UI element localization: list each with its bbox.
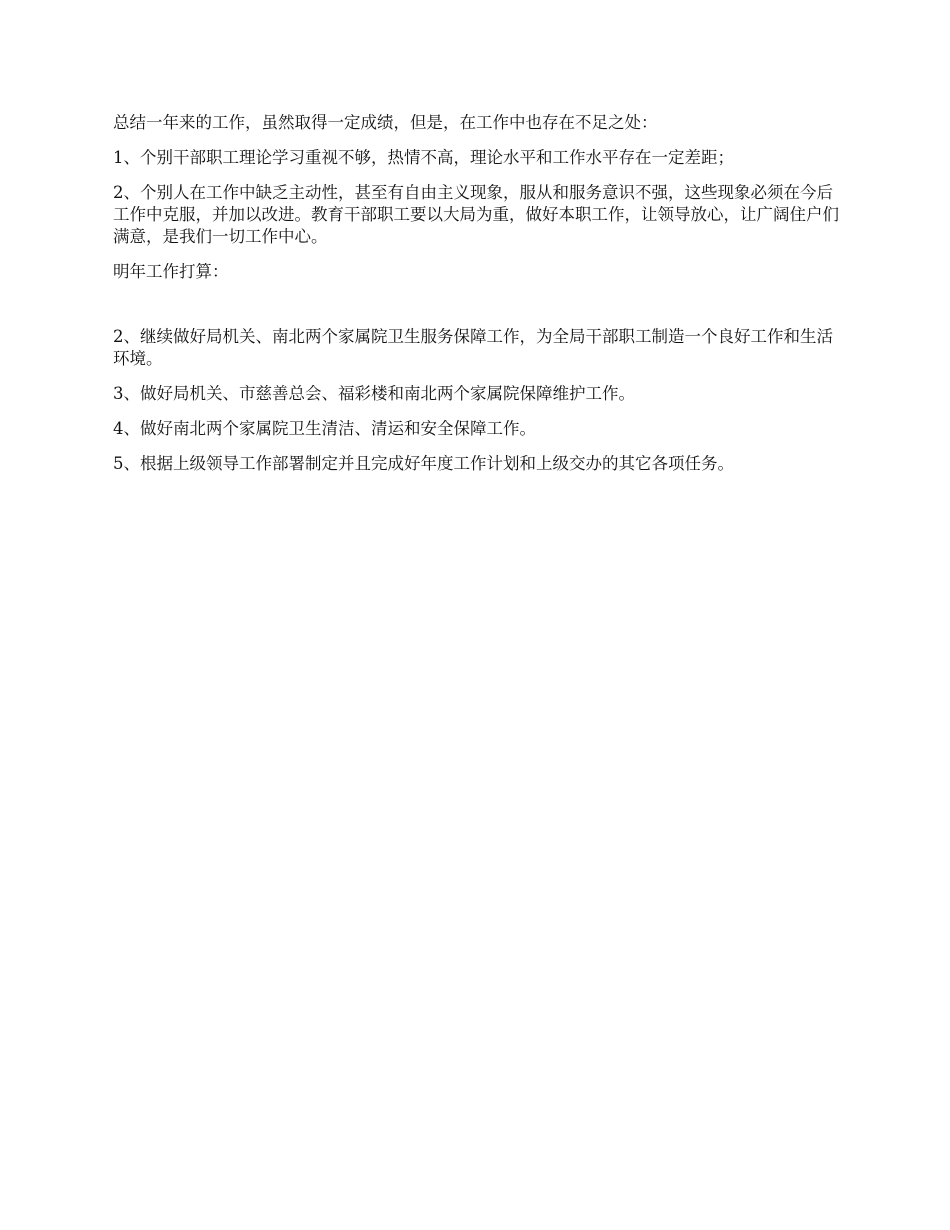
intro-paragraph: 总结一年来的工作，虽然取得一定成绩，但是，在工作中也存在不足之处：	[113, 113, 658, 132]
plan-item-2: 2、继续做好局机关、南北两个家属院卫生服务保障工作，为全局干部职工制造一个良好工作和生活环境。	[113, 327, 833, 368]
plan-item-5: 5、根据上级领导工作部署制定并且完成好年度工作计划和上级交办的其它各项任务。	[113, 454, 734, 473]
document-body	[113, 112, 841, 488]
plan-item-3: 3、做好局机关、市慈善总会、福彩楼和南北两个家属院保障维护工作。	[113, 384, 635, 403]
blank-gap	[113, 296, 841, 326]
problem-item-1: 1、个别干部职工理论学习重视不够，热情不高，理论水平和工作水平存在一定差距；	[113, 148, 734, 167]
plan-heading: 明年工作打算：	[113, 262, 229, 281]
plan-item-4: 4、做好南北两个家属院卫生清洁、清运和安全保障工作。	[113, 419, 536, 438]
problem-item-2: 2、个别人在工作中缺乏主动性，甚至有自由主义现象，服从和服务意识不强，这些现象必须在今后工作中克服，并加以改进。教育干部职工要以大局为重，做好本职工作，让领导放心，让广阔住户们满意，是我们一切工作中心。	[113, 183, 839, 246]
